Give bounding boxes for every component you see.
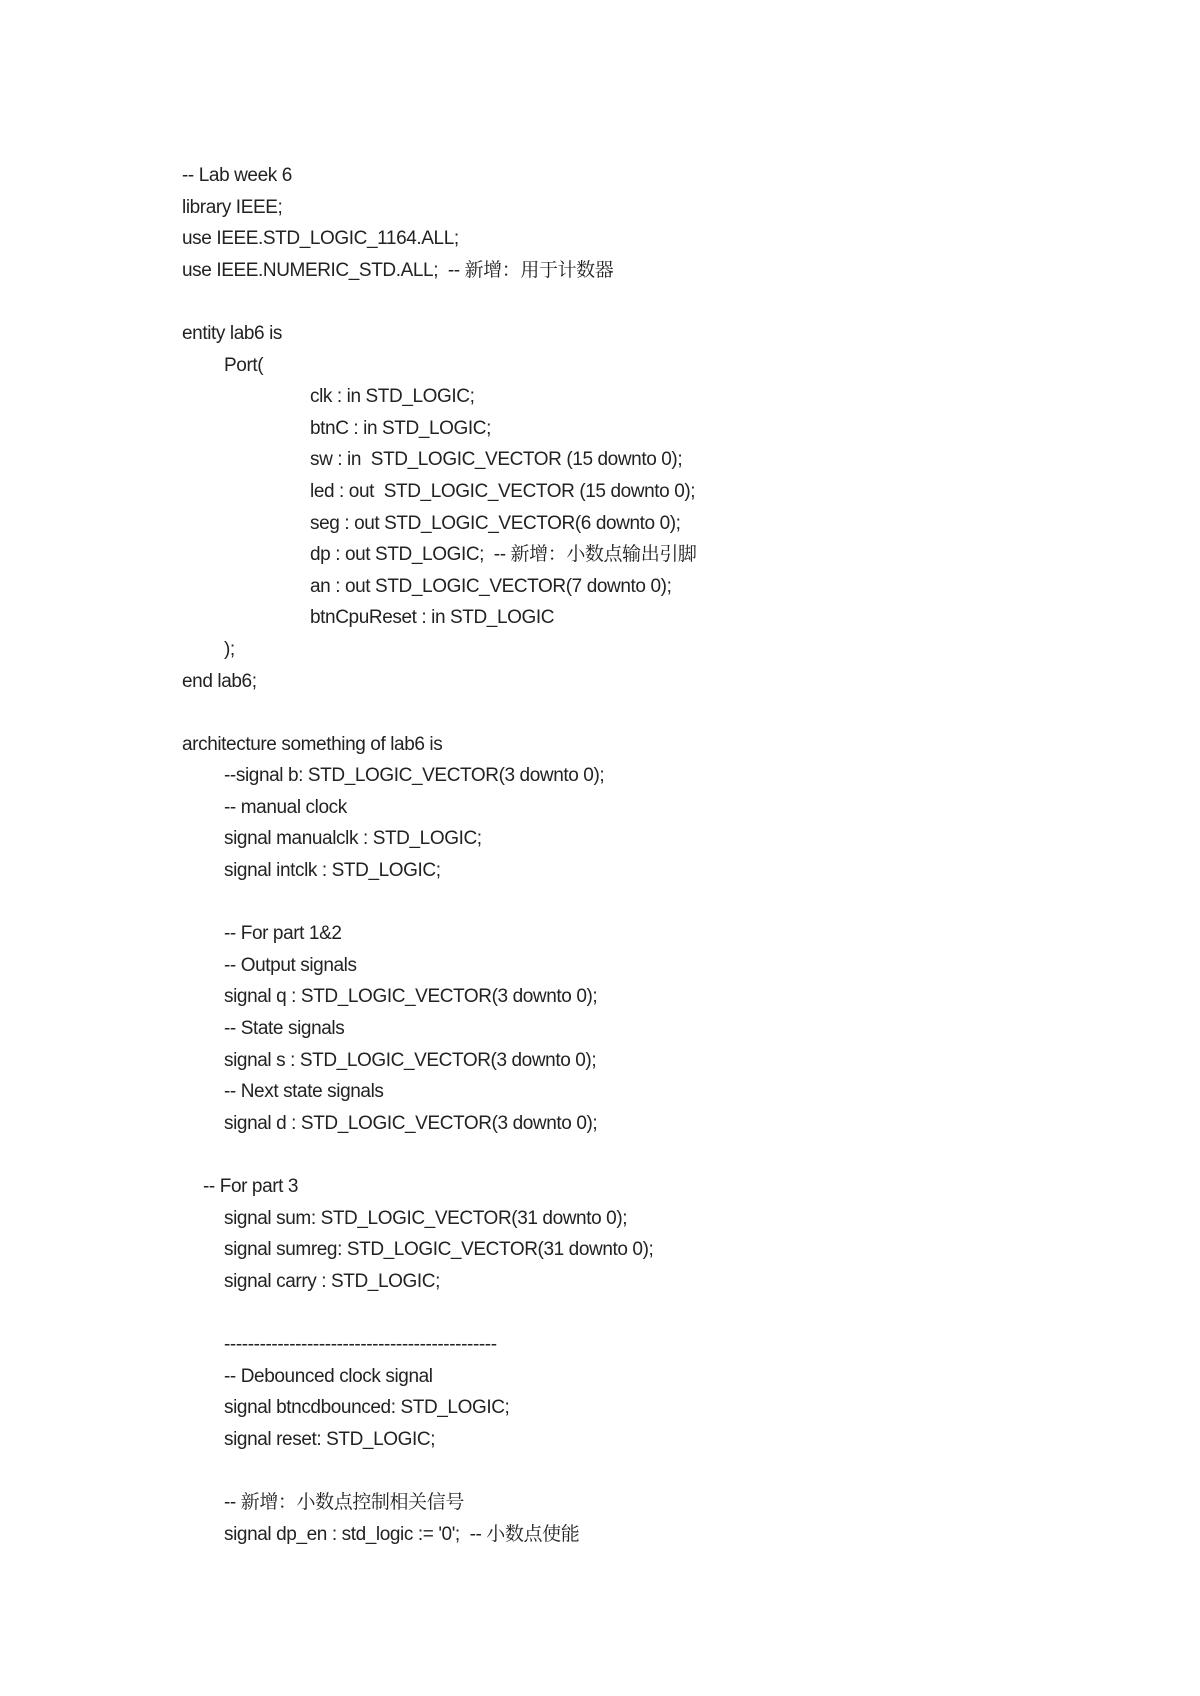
code-line-23: signal intclk : STD_LOGIC; xyxy=(224,860,441,882)
blank-line xyxy=(182,887,697,919)
code-line-11: led : out STD_LOGIC_VECTOR (15 downto 0); xyxy=(310,480,696,502)
code-line-1: -- Lab week 6 xyxy=(182,165,292,186)
code-line-13: dp : out STD_LOGIC; -- 新增：小数点输出引脚 xyxy=(310,544,697,566)
code-line-43: -- 新增：小数点控制相关信号 xyxy=(224,1491,464,1513)
code-line-17: end lab6; xyxy=(182,670,257,692)
code-line-39: -- Debounced clock signal xyxy=(224,1365,433,1387)
code-line-20: --signal b: STD_LOGIC_VECTOR(3 downto 0); xyxy=(224,765,605,787)
code-line-12: seg : out STD_LOGIC_VECTOR(6 downto 0); xyxy=(310,512,681,534)
code-block xyxy=(182,160,697,1550)
code-line-16: ); xyxy=(224,638,235,660)
code-line-8: clk : in STD_LOGIC; xyxy=(310,386,475,408)
code-line-9: btnC : in STD_LOGIC; xyxy=(310,417,492,439)
code-line-26: -- Output signals xyxy=(224,954,357,976)
code-line-3: use IEEE.STD_LOGIC_1164.ALL; xyxy=(182,228,459,250)
code-line-19: architecture something of lab6 is xyxy=(182,733,443,755)
code-line-34: signal sum: STD_LOGIC_VECTOR(31 downto 0); xyxy=(224,1207,628,1229)
blank-line xyxy=(182,1139,697,1171)
code-line-14: an : out STD_LOGIC_VECTOR(7 downto 0); xyxy=(310,575,672,597)
code-line-29: signal s : STD_LOGIC_VECTOR(3 downto 0); xyxy=(224,1049,597,1071)
blank-line xyxy=(182,1455,697,1487)
blank-line xyxy=(182,1297,697,1329)
code-line-21: -- manual clock xyxy=(224,796,347,818)
code-line-31: signal d : STD_LOGIC_VECTOR(3 downto 0); xyxy=(224,1112,598,1134)
code-line-10: sw : in STD_LOGIC_VECTOR (15 downto 0); xyxy=(310,449,683,471)
code-line-25: -- For part 1&2 xyxy=(224,923,342,945)
code-line-4: use IEEE.NUMERIC_STD.ALL; -- 新增：用于计数器 xyxy=(182,259,614,281)
separator-line: ---------------------------------------------- xyxy=(224,1333,497,1355)
code-line-35: signal sumreg: STD_LOGIC_VECTOR(31 downto 0); xyxy=(224,1239,654,1261)
code-line-2: library IEEE; xyxy=(182,196,283,218)
code-line-41: signal reset: STD_LOGIC; xyxy=(224,1428,436,1450)
code-line-15: btnCpuReset : in STD_LOGIC xyxy=(310,607,555,629)
code-line-40: signal btncdbounced: STD_LOGIC; xyxy=(224,1397,510,1419)
code-line-6: entity lab6 is xyxy=(182,322,283,344)
code-line-30: -- Next state signals xyxy=(224,1081,384,1103)
code-line-22: signal manualclk : STD_LOGIC; xyxy=(224,828,482,850)
code-line-28: -- State signals xyxy=(224,1018,345,1040)
blank-line xyxy=(182,286,697,318)
blank-line xyxy=(182,697,697,729)
code-line-33: -- For part 3 xyxy=(203,1176,299,1197)
code-line-44: signal dp_en : std_logic := '0'; -- 小数点使能 xyxy=(224,1523,580,1545)
code-line-27: signal q : STD_LOGIC_VECTOR(3 downto 0); xyxy=(224,986,598,1008)
code-line-7: Port( xyxy=(224,354,264,376)
code-line-36: signal carry : STD_LOGIC; xyxy=(224,1270,440,1292)
